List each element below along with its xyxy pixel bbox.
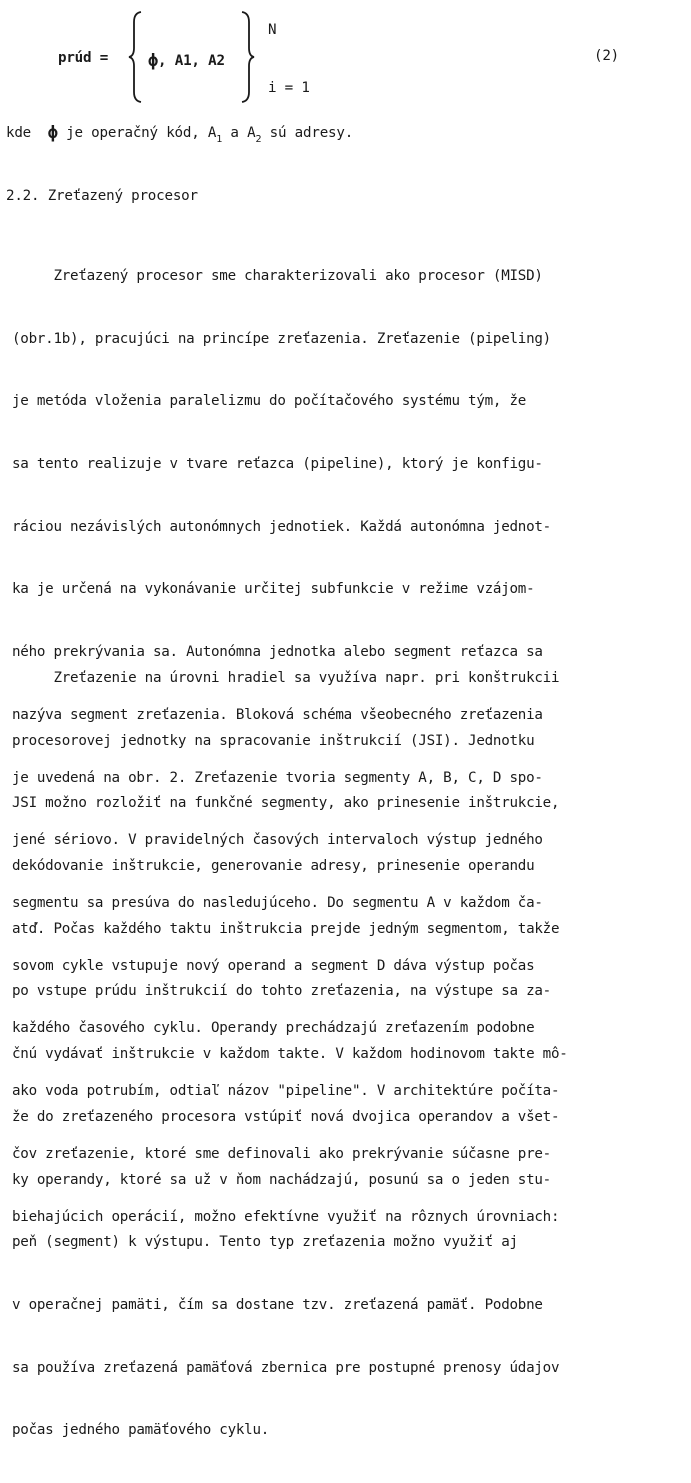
text-line: je uvedená na obr. 2. Zreťazenie tvoria segmenty A, B, C, D spo-: [12, 769, 543, 786]
text-line: sovom cykle vstupuje nový operand a segment D dáva výstup počas: [12, 957, 535, 974]
formula-set-elements: , A1, A2: [158, 53, 225, 69]
text-line: Zreťazenie na úrovni hradiel sa využíva napr. pri konštrukcii: [12, 669, 560, 686]
text-line: každého časového cyklu. Operandy prechádzajú zreťazením podobne: [12, 1020, 535, 1037]
section-heading: 2.2. Zreťazený procesor: [6, 188, 198, 204]
definition-text-a: je operačný kód, A: [66, 125, 217, 141]
text-line: po vstupe prúdu inštrukcií do tohto zreťazenia, na výstupe sa za-: [12, 983, 551, 1000]
definition-text-c: sú adresy.: [261, 125, 354, 141]
equation-number: (2): [594, 48, 620, 64]
text-line: ráciou nezávislých autonómnych jednotiek. Každá autonómna jednot-: [12, 518, 551, 535]
text-line: biehajúcich operácií, možno efektívne využiť na rôznych úrovniach:: [12, 1208, 560, 1225]
lower-limit: i = 1: [268, 80, 310, 96]
text-line: ka je určená na vykonávanie určitej subfunkcie v režime vzájom-: [12, 581, 535, 598]
text-line: atď. Počas každého taktu inštrukcia prejde jedným segmentom, takže: [12, 920, 560, 937]
phi-symbol-inline: ϕ: [47, 123, 58, 143]
text-line: čov zreťazenie, ktoré sme definovali ako prekrývanie súčasne pre-: [12, 1145, 551, 1162]
definition-text-b: a A: [222, 125, 256, 141]
left-brace: [126, 10, 146, 104]
text-line: že do zreťazeného procesora vstúpiť nová dvojica operandov a všet-: [12, 1108, 560, 1125]
text-line: v operačnej pamäti, čím sa dostane tzv. zreťazená pamäť. Podobne: [12, 1297, 543, 1313]
phi-symbol: ϕ: [148, 51, 159, 71]
formula-lhs: prúd =: [58, 50, 109, 66]
text-line: ného prekrývania sa. Autonómna jednotka alebo segment reťazca sa: [12, 644, 543, 661]
text-line: sa tento realizuje v tvare reťazca (pipeline), ktorý je konfigu-: [12, 455, 543, 472]
subscript-1: 1: [216, 134, 223, 145]
text-line: procesorovej jednotky na spracovanie inštrukcií (JSI). Jednotku: [12, 732, 535, 749]
text-line: JSI možno rozložiť na funkčné segmenty, ako prinesenie inštrukcie,: [12, 795, 560, 812]
text-line: sa používa zreťazená pamäťová zbernica pre postupné prenosy údajov: [12, 1359, 560, 1376]
text-line: ky operandy, ktoré sa už v ňom nachádzajú, posunú sa o jeden stu-: [12, 1171, 551, 1188]
text-line: ako voda potrubím, odtiaľ názov "pipeline". V architektúre počíta-: [12, 1083, 560, 1100]
definition-line: [6, 122, 354, 145]
text-line: nazýva segment zreťazenia. Bloková schéma všeobecného zreťazenia: [12, 706, 543, 723]
upper-limit: N: [268, 22, 277, 38]
text-line: je metóda vloženia paralelizmu do počítačového systému tým, že: [12, 393, 527, 410]
text-line: peň (segment) k výstupu. Tento typ zreťazenia možno využiť aj: [12, 1234, 518, 1251]
text-line: počas jedného pamäťového cyklu.: [12, 1422, 270, 1439]
formula-set: [148, 50, 225, 70]
text-line: Zreťazený procesor sme charakterizovali ako procesor (MISD): [12, 267, 543, 284]
definition-prefix: kde: [6, 125, 32, 141]
right-brace: [237, 10, 257, 104]
text-line: (obr.1b), pracujúci na princípe zreťazenia. Zreťazenie (pipeling): [12, 330, 551, 347]
paragraph-2: [12, 626, 568, 1483]
text-line: čnú vydávať inštrukcie v každom takte. V každom hodinovom takte mô-: [12, 1046, 568, 1063]
text-line: dekódovanie inštrukcie, generovanie adresy, prinesenie operandu: [12, 857, 535, 874]
subscript-2: 2: [255, 134, 262, 145]
text-line: jené sériovo. V pravidelných časových intervaloch výstup jedného: [12, 832, 543, 849]
text-line: segmentu sa presúva do nasledujúceho. Do segmentu A v každom ča-: [12, 895, 543, 911]
